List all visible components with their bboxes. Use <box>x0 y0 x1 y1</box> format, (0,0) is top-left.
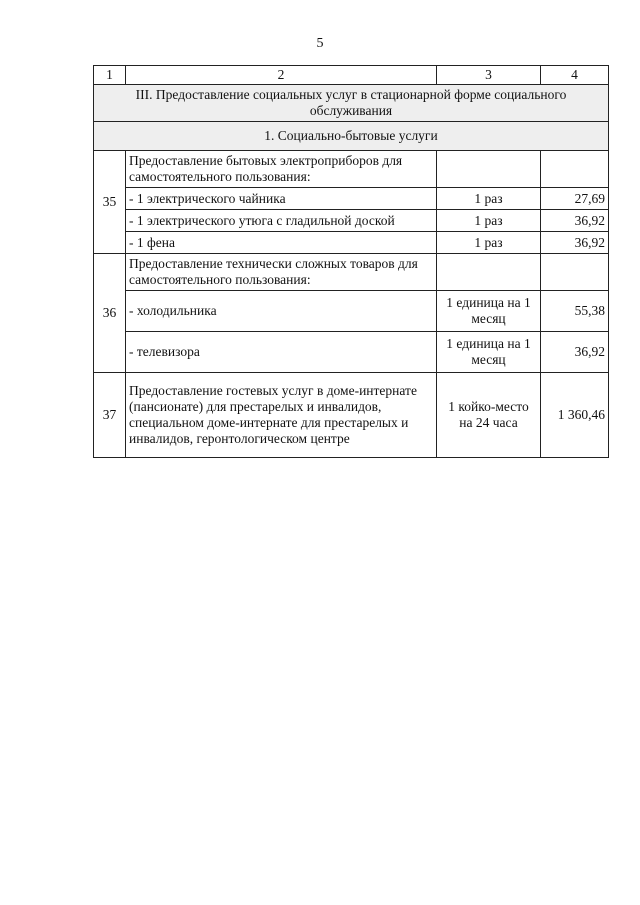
item-price: 1 360,46 <box>541 373 609 458</box>
column-number: 3 <box>437 66 541 85</box>
item-unit: 1 раз <box>437 232 541 254</box>
empty-cell <box>541 151 609 188</box>
table-row <box>94 188 609 210</box>
column-number: 2 <box>126 66 437 85</box>
row-heading: Предоставление технически сложных товаров для самостоятельного пользования: <box>126 254 437 291</box>
item-price: 27,69 <box>541 188 609 210</box>
column-number: 4 <box>541 66 609 85</box>
item-unit: 1 койко-место на 24 часа <box>437 373 541 458</box>
column-number: 1 <box>94 66 126 85</box>
table-row <box>94 210 609 232</box>
column-number-row <box>94 66 609 85</box>
row-number: 36 <box>94 254 126 373</box>
table-row <box>94 151 609 188</box>
item-price: 36,92 <box>541 210 609 232</box>
item-name: - 1 электрического чайника <box>126 188 437 210</box>
item-unit: 1 раз <box>437 188 541 210</box>
item-price: 36,92 <box>541 332 609 373</box>
subsection-row <box>94 122 609 151</box>
item-name: - 1 электрического утюга с гладильной доской <box>126 210 437 232</box>
item-unit: 1 единица на 1 месяц <box>437 332 541 373</box>
services-table <box>93 65 609 458</box>
subsection-title: 1. Социально-бытовые услуги <box>94 122 609 151</box>
empty-cell <box>541 254 609 291</box>
empty-cell <box>437 254 541 291</box>
item-name: - 1 фена <box>126 232 437 254</box>
row-heading: Предоставление бытовых электроприборов для самостоятельного пользования: <box>126 151 437 188</box>
section-title: III. Предоставление социальных услуг в стационарной форме социального обслуживания <box>94 85 609 122</box>
item-price: 55,38 <box>541 291 609 332</box>
table-row <box>94 232 609 254</box>
table-row <box>94 332 609 373</box>
item-name: - телевизора <box>126 332 437 373</box>
empty-cell <box>437 151 541 188</box>
item-unit: 1 раз <box>437 210 541 232</box>
page-number: 5 <box>316 36 324 51</box>
row-number: 35 <box>94 151 126 254</box>
row-number: 37 <box>94 373 126 458</box>
table-row <box>94 254 609 291</box>
item-price: 36,92 <box>541 232 609 254</box>
item-name: - холодильника <box>126 291 437 332</box>
table-row <box>94 291 609 332</box>
section-row <box>94 85 609 122</box>
item-unit: 1 единица на 1 месяц <box>437 291 541 332</box>
table-row <box>94 373 609 458</box>
row-heading: Предоставление гостевых услуг в доме-интернате (пансионате) для престарелых и инвалидов, специальном доме-интернате для престарелых и инвалидов, геронтологическом центре <box>126 373 437 458</box>
